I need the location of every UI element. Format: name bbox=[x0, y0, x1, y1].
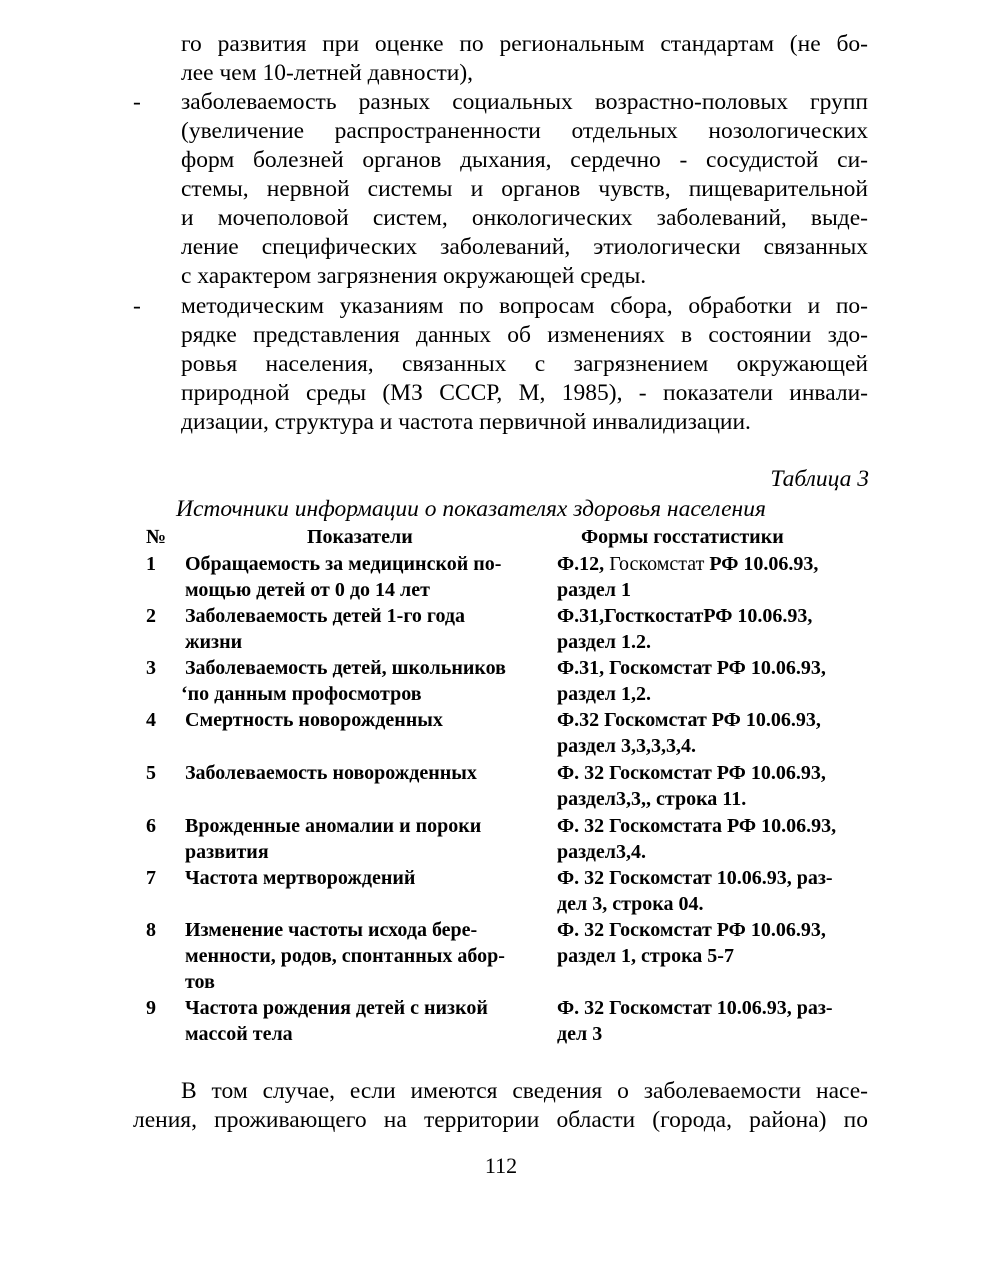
forms-line: Ф.32 Госкомстат РФ 10.06.93, bbox=[557, 709, 821, 731]
forms-line: раздел3,4. bbox=[557, 841, 647, 863]
list-item-line: заболеваемость разных социальных возрастно-половых групп bbox=[181, 89, 868, 115]
header-indicator: Показатели bbox=[307, 526, 413, 548]
forms-line: Ф. 32 Госкомстат РФ 10.06.93, bbox=[557, 919, 826, 941]
list-item-line: рядке представления данных об изменениях в состоянии здо- bbox=[181, 322, 868, 348]
indicator-line: ‘по данным профосмотров bbox=[181, 683, 422, 705]
indicator-line: менности, родов, спонтанных абор- bbox=[185, 945, 505, 967]
list-dash: - bbox=[133, 293, 141, 319]
forms-line: раздел 1,2. bbox=[557, 683, 652, 705]
forms-line: раздел 1.2. bbox=[557, 631, 652, 653]
forms-part: РФ 10.06.93, bbox=[709, 553, 819, 575]
forms-line: Ф. 32 Госкомстат РФ 10.06.93, bbox=[557, 762, 826, 784]
indicator-line: Врожденные аномалии и пороки bbox=[185, 815, 482, 837]
row-number: 7 bbox=[146, 867, 156, 889]
forms-line: дел 3 bbox=[557, 1023, 603, 1045]
row-number: 4 bbox=[146, 709, 156, 731]
indicator-line: жизни bbox=[185, 631, 243, 653]
row-number: 2 bbox=[146, 605, 156, 627]
forms-line: Ф. 32 Госкомстат 10.06.93, раз- bbox=[557, 997, 833, 1019]
row-number: 1 bbox=[146, 553, 156, 575]
indicator-line: массой тела bbox=[185, 1023, 293, 1045]
list-item-line: с характером загрязнения окружающей среды. bbox=[181, 263, 647, 289]
row-number: 3 bbox=[146, 657, 156, 679]
list-item-line: ровья населения, связанных с загрязнением окружающей bbox=[181, 351, 868, 377]
list-item-line: природной среды (МЗ СССР, М, 1985), - показатели инвали- bbox=[181, 380, 868, 406]
forms-line: раздел3,3,, строка 11. bbox=[557, 788, 747, 810]
indicator-line: развития bbox=[185, 841, 269, 863]
indicator-line: Заболеваемость детей, школьников bbox=[185, 657, 506, 679]
forms-line: раздел 3,3,3,3,4. bbox=[557, 735, 697, 757]
paragraph-line: лее чем 10-летней давности), bbox=[181, 60, 474, 86]
forms-line: Ф. 32 Госкомстат 10.06.93, раз- bbox=[557, 867, 833, 889]
list-item-line: ление специфических заболеваний, этиологически связанных bbox=[181, 234, 868, 260]
indicator-line: Смертность новорожденных bbox=[185, 709, 443, 731]
indicator-line: мощью детей от 0 до 14 лет bbox=[185, 579, 430, 601]
row-number: 6 bbox=[146, 815, 156, 837]
list-item-line: стемы, нервной системы и органов чувств, пищеварительной bbox=[181, 176, 868, 202]
page-number: 112 bbox=[484, 1153, 518, 1178]
paragraph-line: го развития при оценке по региональным стандартам (не бо- bbox=[181, 31, 868, 57]
indicator-line: Изменение частоты исхода бере- bbox=[185, 919, 478, 941]
forms-line bbox=[557, 551, 818, 577]
indicator-line: тов bbox=[185, 971, 215, 993]
indicator-line: Обращаемость за медицинской по- bbox=[185, 553, 502, 575]
indicator-line: Частота рождения детей с низкой bbox=[185, 997, 488, 1019]
table-label: Таблица 3 bbox=[770, 466, 869, 492]
forms-line: Ф. 32 Госкомстата РФ 10.06.93, bbox=[557, 815, 837, 837]
list-dash: - bbox=[133, 89, 141, 115]
row-number: 5 bbox=[146, 762, 156, 784]
forms-line: Ф.31, Госкомстат РФ 10.06.93, bbox=[557, 657, 826, 679]
header-forms: Формы госстатистики bbox=[581, 526, 784, 548]
paragraph-line: ления, проживающего на территории области (города, района) по bbox=[133, 1107, 868, 1133]
table-title: Источники информации о показателях здоровья населения bbox=[176, 496, 766, 522]
header-num: № bbox=[146, 526, 167, 548]
list-item-line: форм болезней органов дыхания, сердечно - сосудистой си- bbox=[181, 147, 868, 173]
row-number: 8 bbox=[146, 919, 156, 941]
indicator-line: Заболеваемость детей 1-го года bbox=[185, 605, 466, 627]
forms-line: дел 3, строка 04. bbox=[557, 893, 704, 915]
paragraph-line: В том случае, если имеются сведения о заболеваемости насе- bbox=[181, 1078, 868, 1104]
list-item-line: (увеличение распространенности отдельных нозологических bbox=[181, 118, 868, 144]
list-item-line: и мочеполовой систем, онкологических заболеваний, выде- bbox=[181, 205, 868, 231]
forms-part: Ф.12, bbox=[557, 553, 605, 575]
forms-line: раздел 1 bbox=[557, 579, 632, 601]
forms-line: Ф.31,ГосткостатРФ 10.06.93, bbox=[557, 605, 813, 627]
indicator-line: Частота мертворождений bbox=[185, 867, 416, 889]
forms-part: Госкомстат bbox=[604, 553, 710, 575]
row-number: 9 bbox=[146, 997, 156, 1019]
list-item-line: методическим указаниям по вопросам сбора, обработки и по- bbox=[181, 293, 868, 319]
forms-line: раздел 1, строка 5-7 bbox=[557, 945, 734, 967]
list-item-line: дизации, структура и частота первичной инвалидизации. bbox=[181, 409, 751, 435]
indicator-line: Заболеваемость новорожденных bbox=[185, 762, 477, 784]
